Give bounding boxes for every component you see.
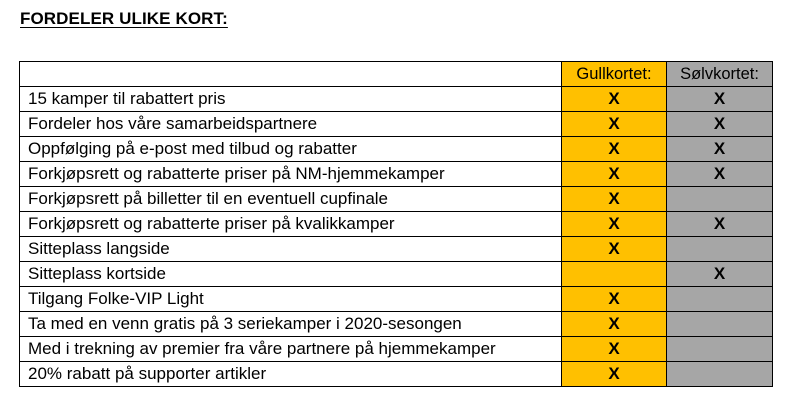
silver-card-cell (667, 162, 773, 187)
silver-card-cell (667, 237, 773, 262)
gold-card-cell (562, 262, 667, 287)
benefit-label: 20% rabatt på supporter artikler (20, 362, 562, 387)
benefit-label: Sitteplass kortside (20, 262, 562, 287)
card-benefits-table (19, 61, 773, 387)
gold-card-cell (562, 87, 667, 112)
table-row (20, 237, 773, 262)
gold-card-cell (562, 112, 667, 137)
silver-check-mark: X (713, 214, 726, 233)
benefit-label: 15 kamper til rabattert pris (20, 87, 562, 112)
gold-check-mark: X (608, 339, 620, 358)
header-benefit-cell (20, 62, 562, 87)
gold-card-cell (562, 312, 667, 337)
benefit-label: Sitteplass langside (20, 237, 562, 262)
silver-card-cell (667, 112, 773, 137)
table-row (20, 162, 773, 187)
silver-card-cell (667, 187, 773, 212)
gold-check-mark: X (608, 114, 620, 133)
silver-check-mark: X (713, 114, 726, 133)
gold-check-mark: X (608, 289, 620, 308)
table-row (20, 212, 773, 237)
table-row (20, 137, 773, 162)
gold-card-cell (562, 137, 667, 162)
table-row (20, 287, 773, 312)
gold-check-mark: X (608, 139, 620, 158)
silver-card-cell (667, 287, 773, 312)
table-row (20, 187, 773, 212)
silver-check-mark: X (713, 264, 726, 283)
silver-check-mark: X (713, 164, 726, 183)
gold-check-mark: X (608, 164, 620, 183)
benefit-label: Tilgang Folke-VIP Light (20, 287, 562, 312)
silver-check-mark: X (713, 139, 726, 158)
gold-check-mark: X (608, 239, 620, 258)
benefit-label: Forkjøpsrett på billetter til en eventuell cupfinale (20, 187, 562, 212)
gold-card-cell (562, 212, 667, 237)
table-row (20, 87, 773, 112)
silver-card-cell (667, 362, 773, 387)
silver-card-cell (667, 137, 773, 162)
table-row (20, 337, 773, 362)
silver-card-cell (667, 87, 773, 112)
benefit-label: Oppfølging på e-post med tilbud og rabatter (20, 137, 562, 162)
table-row (20, 312, 773, 337)
benefit-label: Forkjøpsrett og rabatterte priser på NM-hjemmekamper (20, 162, 562, 187)
silver-card-cell (667, 337, 773, 362)
document-heading: FORDELER ULIKE KORT: (20, 9, 228, 28)
header-gold-card: Gullkortet: (562, 62, 667, 87)
silver-card-cell (667, 212, 773, 237)
gold-card-cell (562, 337, 667, 362)
header-silver-card: Sølvkortet: (667, 62, 773, 87)
gold-card-cell (562, 362, 667, 387)
table-header-row (20, 62, 773, 87)
gold-check-mark: X (608, 89, 620, 108)
table-row (20, 362, 773, 387)
benefit-label: Forkjøpsrett og rabatterte priser på kvalikkamper (20, 212, 562, 237)
gold-card-cell (562, 287, 667, 312)
gold-check-mark: X (608, 314, 620, 333)
gold-check-mark: X (608, 364, 620, 383)
benefit-label: Med i trekning av premier fra våre partnere på hjemmekamper (20, 337, 562, 362)
silver-card-cell (667, 312, 773, 337)
silver-check-mark: X (713, 89, 726, 108)
table-row (20, 112, 773, 137)
gold-card-cell (562, 187, 667, 212)
gold-card-cell (562, 162, 667, 187)
table-row (20, 262, 773, 287)
gold-card-cell (562, 237, 667, 262)
gold-check-mark: X (608, 214, 620, 233)
gold-check-mark: X (608, 189, 620, 208)
benefit-label: Ta med en venn gratis på 3 seriekamper i 2020-sesongen (20, 312, 562, 337)
silver-card-cell (667, 262, 773, 287)
benefit-label: Fordeler hos våre samarbeidspartnere (20, 112, 562, 137)
